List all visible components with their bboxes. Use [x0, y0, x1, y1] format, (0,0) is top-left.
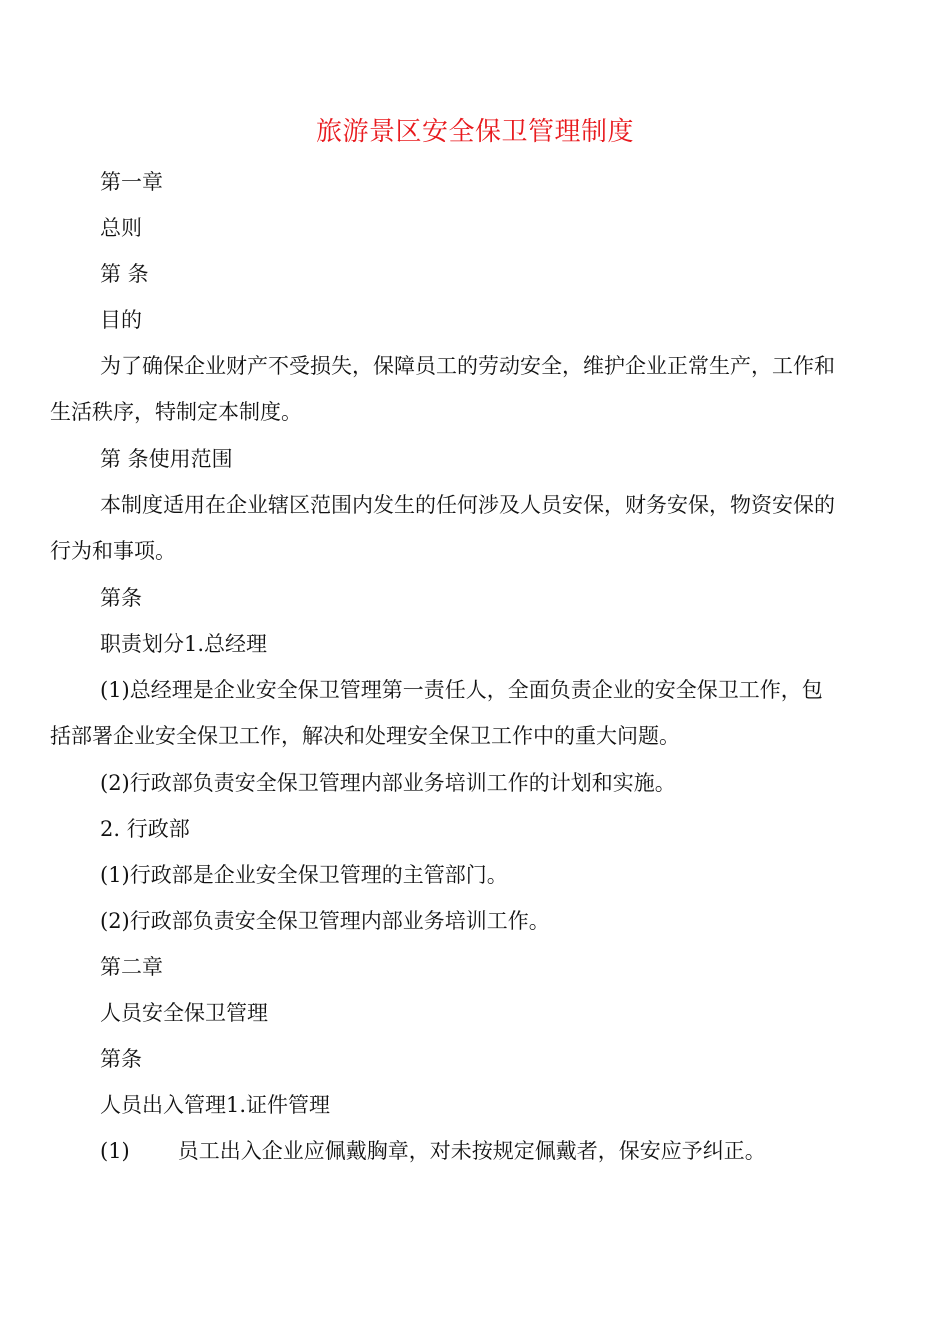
article-heading: 第 条: [100, 262, 149, 286]
paragraph-line: 括部署企业安全保卫工作，解决和处理安全保卫工作中的重大问题。: [50, 724, 680, 748]
chapter-2-heading: 第二章: [100, 955, 163, 979]
article-title-access: 人员出入管理1.证件管理: [100, 1093, 331, 1117]
paragraph-scope: [50, 482, 898, 574]
article-title-scope: 第 条使用范围: [100, 447, 233, 471]
paragraph-gm-duty-2: (2)行政部负责安全保卫管理内部业务培训工作的计划和实施。: [100, 771, 676, 795]
section-admin-dept: 2. 行政部: [100, 817, 190, 841]
list-marker: (1): [100, 1139, 130, 1163]
article-title-purpose: 目的: [100, 308, 142, 332]
paragraph-gm-duty-1: [50, 667, 898, 759]
paragraph-line: (1)总经理是企业安全保卫管理第一责任人，全面负责企业的安全保卫工作，包: [100, 678, 823, 702]
document-title: 旅游景区安全保卫管理制度: [315, 117, 634, 147]
article-heading: 第条: [100, 1047, 142, 1071]
article-heading: 第条: [100, 586, 142, 610]
paragraph-purpose: [50, 343, 898, 435]
paragraph-badge-rule: [50, 1128, 898, 1174]
chapter-1-heading: 第一章: [100, 170, 163, 194]
paragraph-line: 本制度适用在企业辖区范围内发生的任何涉及人员安保，财务安保，物资安保的: [100, 493, 835, 517]
paragraph-line: 行为和事项。: [50, 539, 176, 563]
chapter-1-subtitle: 总则: [100, 216, 142, 240]
chapter-2-subtitle: 人员安全保卫管理: [100, 1001, 268, 1025]
paragraph-line: 为了确保企业财产不受损失，保障员工的劳动安全，维护企业正常生产，工作和: [100, 354, 835, 378]
paragraph-admin-duty-1: (1)行政部是企业安全保卫管理的主管部门。: [100, 863, 508, 887]
paragraph-text: 员工出入企业应佩戴胸章，对未按规定佩戴者，保安应予纠正。: [177, 1139, 766, 1163]
paragraph-admin-duty-2: (2)行政部负责安全保卫管理内部业务培训工作。: [100, 909, 550, 933]
paragraph-line: 生活秩序，特制定本制度。: [50, 400, 302, 424]
article-title-duties: 职责划分1.总经理: [100, 632, 268, 656]
